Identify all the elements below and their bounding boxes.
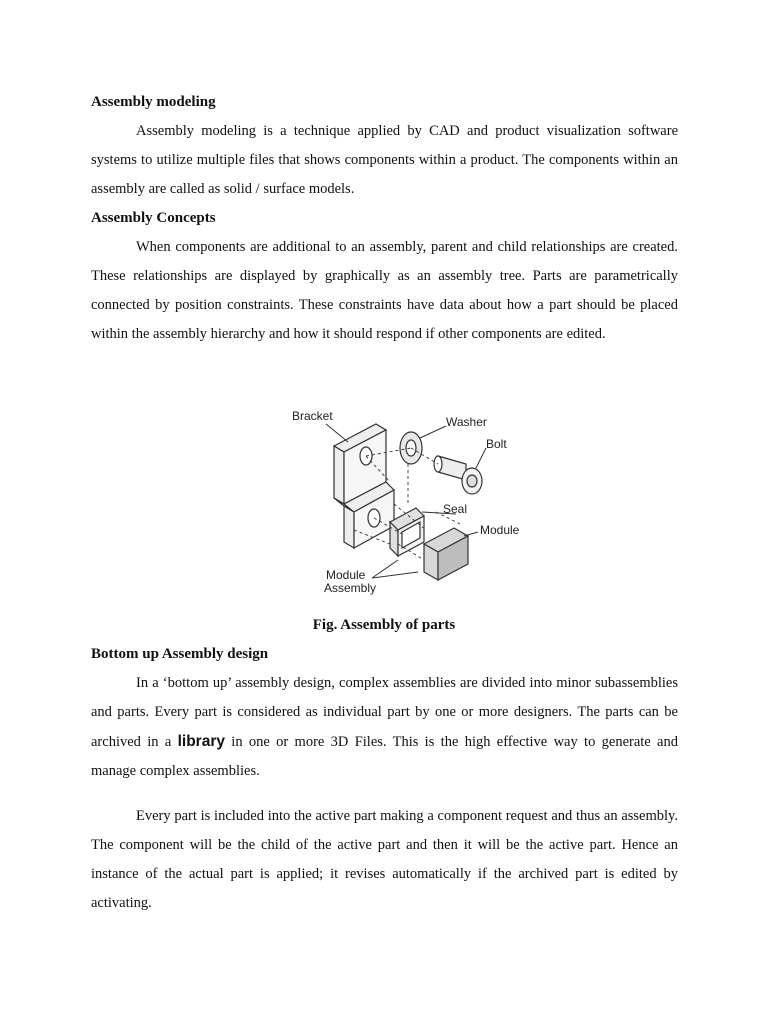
label-bolt: Bolt bbox=[486, 437, 507, 451]
bolt-part bbox=[434, 456, 482, 494]
label-module-assembly-line1: Module bbox=[326, 568, 366, 582]
label-module: Module bbox=[480, 523, 520, 537]
paragraph-assembly-concepts bbox=[91, 233, 678, 349]
heading-assembly-concepts: Assembly Concepts bbox=[91, 210, 216, 226]
label-module-assembly-line2: Assembly bbox=[324, 581, 377, 595]
paragraph-text-start: In a ‘bottom up’ assembly design, complex assemblies are divided into minor subassemblies and parts. Every part is considered as individual part by one or more designers. The parts can be archived in a bbox=[91, 675, 678, 750]
paragraph-bottom-up-1 bbox=[91, 669, 678, 786]
paragraph-text: Every part is included into the active part making a component request and thus an assembly. The component will be the child of the active part and then it will be the active part. Hence an instance of the actual part is applied; it revises automatically if the archived part is edited by activating. bbox=[91, 808, 678, 911]
library-emphasis: library bbox=[177, 733, 225, 750]
seal-part bbox=[390, 508, 424, 556]
paragraph-assembly-modeling bbox=[91, 117, 678, 204]
paragraph-text-end: in one or more 3D Files. This is the high effective way to generate and manage complex assemblies. bbox=[91, 734, 678, 779]
label-bracket: Bracket bbox=[292, 409, 333, 423]
bracket-part bbox=[334, 424, 394, 548]
paragraph-text: When components are additional to an assembly, parent and child relationships are created. These relationships are displayed by graphically as an assembly tree. Parts are parametrically connected by position constraints. These constraints have data about how a part should be placed within the assembly hierarchy and how it should respond if other components are edited. bbox=[91, 239, 678, 342]
paragraph-bottom-up-2 bbox=[91, 802, 678, 918]
heading-bottom-up-assembly: Bottom up Assembly design bbox=[91, 646, 269, 662]
figure-caption: Fig. Assembly of parts bbox=[312, 617, 456, 633]
assembly-diagram bbox=[286, 404, 526, 600]
assembly-figure bbox=[286, 404, 526, 600]
label-washer: Washer bbox=[446, 415, 487, 429]
heading-assembly-modeling: Assembly modeling bbox=[91, 94, 216, 110]
module-part bbox=[424, 528, 468, 580]
paragraph-text: Assembly modeling is a technique applied by CAD and product visualization software systems to utilize multiple files that shows components within a product. The components within an assembly are called as solid / surface models. bbox=[91, 123, 678, 197]
label-seal: Seal bbox=[443, 502, 468, 516]
